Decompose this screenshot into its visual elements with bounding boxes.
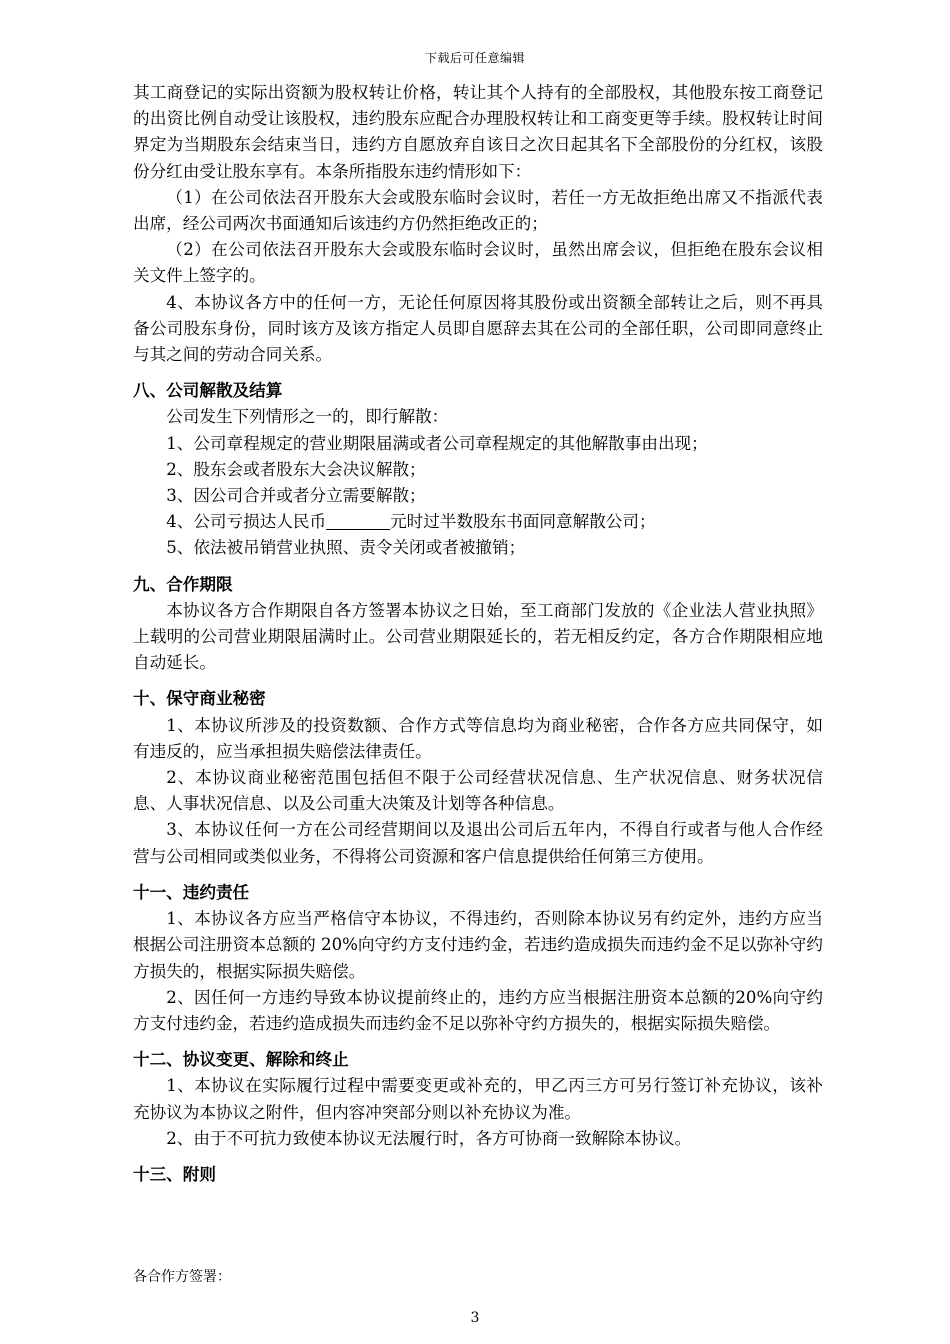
section-heading: 八、公司解散及结算 xyxy=(133,381,283,401)
section-heading: 九、合作期限 xyxy=(133,574,233,594)
paragraph: 4、本协议各方中的任何一方，无论任何原因将其股份或出资额全部转让之后，则不再具备公司股东身份，同时该方及该方指定人员即自愿辞去其在公司的全部任职，公司即同意终止与其之间的劳动合同关系。 xyxy=(133,292,823,365)
paragraph: 1、本协议各方应当严格信守本协议，不得违约，否则除本协议另有约定外，违约方应当根据公司注册资本总额的 20%向守约方支付违约金，若违约造成损失而违约金不足以弥补守约方损失的，根据实际损失赔偿。 xyxy=(133,909,823,981)
list-item-text: 元时过半数股东书面同意解散公司； xyxy=(390,512,656,532)
paragraph: 其工商登记的实际出资额为股权转让价格，转让其个人持有的全部股权，其他股东按工商登记的出资比例自动受让该股权，违约股东应配合办理股权转让和工商变更等手续。股权转让时间界定为当期股东会结束当日，违约方自愿放弃自该日之次日起其名下全部股份的分红权，该股份分红由受让股东享有。本条所指股东违约情形如下： xyxy=(133,83,823,181)
paragraph: 3、本协议任何一方在公司经营期间以及退出公司后五年内，不得自行或者与他人合作经营与公司相同或类似业务，不得将公司资源和客户信息提供给任何第三方使用。 xyxy=(133,820,823,866)
paragraph: 公司发生下列情形之一的，即行解散： xyxy=(166,407,449,427)
paragraph: （2）在公司依法召开股东大会或股东临时会议时，虽然出席会议，但拒绝在股东会议相关文件上签字的。 xyxy=(133,240,823,286)
section-heading: 十三、附则 xyxy=(133,1164,216,1184)
signature-label: 各合作方签署： xyxy=(133,1269,231,1285)
page-header: 下载后可任意编辑 xyxy=(424,51,525,65)
document-body xyxy=(133,80,823,1188)
list-item: 3、因公司合并或者分立需要解散； xyxy=(166,486,426,506)
section-heading: 十二、协议变更、解除和终止 xyxy=(133,1050,349,1070)
list-item: 1、公司章程规定的营业期限届满或者公司章程规定的其他解散事由出现； xyxy=(166,433,708,453)
list-item-text: 4、公司亏损达人民币 xyxy=(166,512,327,532)
list-item: 5、依法被吊销营业执照、责令关闭或者被撤销； xyxy=(166,538,526,558)
section-heading: 十一、违约责任 xyxy=(133,882,250,902)
paragraph: 1、本协议在实际履行过程中需要变更或补充的，甲乙丙三方可另行签订补充协议，该补充协议为本协议之附件，但内容冲突部分则以补充协议为准。 xyxy=(133,1076,823,1122)
paragraph: 1、本协议所涉及的投资数额、合作方式等信息均为商业秘密，合作各方应共同保守，如有违反的，应当承担损失赔偿法律责任。 xyxy=(133,715,823,761)
paragraph: 2、本协议商业秘密范围包括但不限于公司经营状况信息、生产状况信息、财务状况信息、人事状况信息、以及公司重大决策及计划等各种信息。 xyxy=(133,768,823,814)
paragraph: 本协议各方合作期限自各方签署本协议之日始，至工商部门发放的《企业法人营业执照》上载明的公司营业期限届满时止。公司营业期限延长的，若无相反约定，各方合作期限相应地自动延长。 xyxy=(133,600,823,673)
paragraph: 2、因任何一方违约导致本协议提前终止的，违约方应当根据注册资本总额的20%向守约方支付违约金，若违约造成损失而违约金不足以弥补守约方损失的，根据实际损失赔偿。 xyxy=(133,987,823,1033)
section-heading: 十、保守商业秘密 xyxy=(133,689,266,709)
paragraph: 2、由于不可抗力致使本协议无法履行时，各方可协商一致解除本协议。 xyxy=(166,1128,692,1148)
paragraph: （1）在公司依法召开股东大会或股东临时会议时，若任一方无故拒绝出席又不指派代表出席，经公司两次书面通知后该违约方仍然拒绝改正的； xyxy=(133,187,823,234)
fill-in-blank xyxy=(326,512,390,530)
list-item: 2、股东会或者股东大会决议解散； xyxy=(166,459,426,479)
list-item xyxy=(133,509,823,535)
page-number: 3 xyxy=(470,1310,480,1326)
